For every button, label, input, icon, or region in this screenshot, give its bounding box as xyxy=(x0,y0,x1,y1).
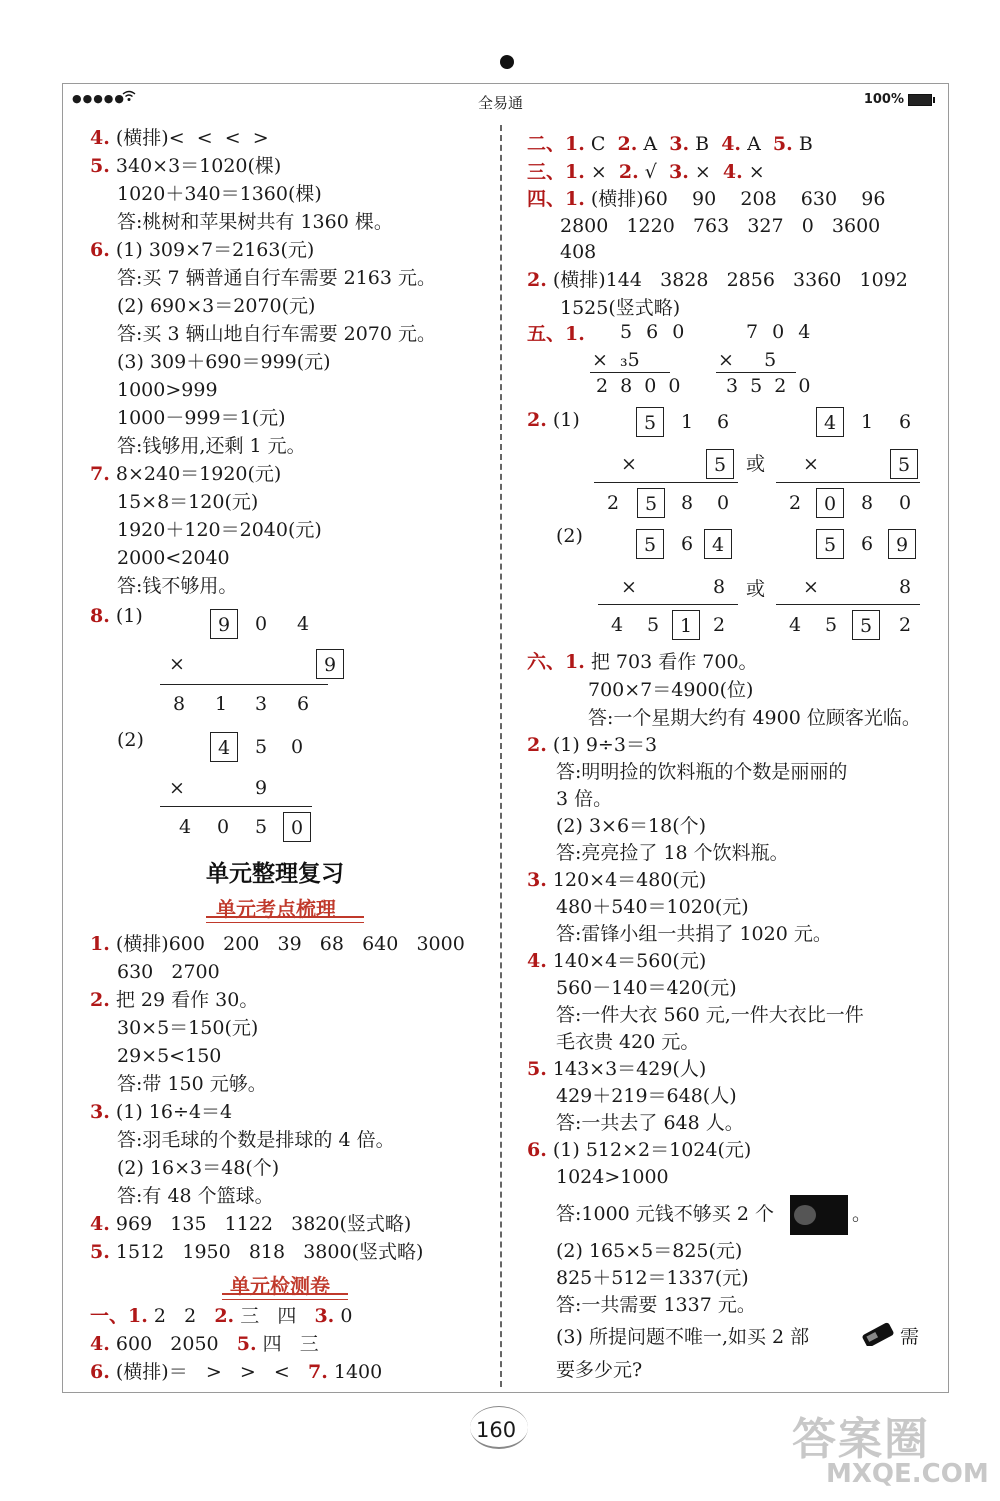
question-number: 5. xyxy=(236,1333,257,1355)
answer-text: 1020＋340＝1360(棵) xyxy=(117,183,322,205)
answer-text: 825＋512＝1337(元) xyxy=(556,1267,749,1289)
sum-line xyxy=(160,806,312,807)
digit: 8 xyxy=(680,492,694,514)
answer-text: 29×5<150 xyxy=(117,1045,222,1067)
answer-text: 把 703 看作 700。 xyxy=(590,651,758,673)
question-number: 2. xyxy=(214,1305,235,1327)
page-number: 160 xyxy=(476,1418,517,1442)
digit: 6 xyxy=(680,533,694,555)
answer-line xyxy=(90,604,143,628)
question-number: 6. xyxy=(527,1139,547,1161)
column-divider xyxy=(500,125,502,1387)
answer-text: (3) 309＋690＝999(元) xyxy=(117,351,331,373)
sub-label: (1) xyxy=(115,605,143,627)
sub-label: (2) xyxy=(556,525,583,547)
digit-box: 5 xyxy=(816,529,844,559)
digit: 0 xyxy=(716,492,730,514)
digit: 6 xyxy=(716,411,730,433)
answer-text: 把 29 看作 30。 xyxy=(115,989,259,1011)
question-number: 3. xyxy=(314,1305,335,1327)
question-number: 2. xyxy=(527,269,547,291)
question-number: 六、1. xyxy=(527,651,585,673)
answer-text: 答:羽毛球的个数是排球的 4 倍。 xyxy=(117,1129,395,1151)
answer-line xyxy=(527,733,657,757)
digit: 0 xyxy=(290,736,304,758)
digit: 1 xyxy=(214,693,228,715)
digit: 8 xyxy=(712,576,726,598)
answer-text: 答:买 7 辆普通自行车需要 2163 元。 xyxy=(117,267,437,289)
vertical-multiplicand: 5 6 0 xyxy=(620,321,689,343)
section-title: 单元考点梳理 xyxy=(216,897,336,921)
answer-line xyxy=(90,126,269,150)
question-number: 4. xyxy=(90,1213,110,1235)
answer-text: 1920＋120＝2040(元) xyxy=(117,519,322,541)
section-title: 单元检测卷 xyxy=(230,1274,330,1298)
answer-line xyxy=(90,1332,319,1356)
digit-box: 5 xyxy=(637,488,665,518)
answer-text: (2) 3×6＝18(个) xyxy=(556,815,707,837)
sum-line xyxy=(590,372,670,373)
answer-text: 480＋540＝1020(元) xyxy=(556,896,749,918)
digit: 9 xyxy=(254,777,268,799)
answer-text: (1) 9÷3＝3 xyxy=(552,734,658,756)
question-number: 2. xyxy=(527,734,547,756)
vertical-multiplier: × ₃5 xyxy=(592,349,640,371)
answer-text: A xyxy=(747,133,761,155)
answer-text: (3) 所提问题不唯一,如买 2 部 xyxy=(556,1326,810,1348)
answer-text: 2 2 xyxy=(153,1305,197,1327)
answer-text: 答:带 150 元够。 xyxy=(117,1073,267,1095)
question-number: 二、1. xyxy=(527,133,585,155)
answer-text: 340×3＝1020(棵) xyxy=(115,155,282,177)
digit: 0 xyxy=(254,613,268,635)
answer-text: 答:一个星期大约有 4900 位顾客光临。 xyxy=(588,707,921,729)
answer-text: (1) 309×7＝2163(元) xyxy=(115,239,315,261)
battery-icon xyxy=(908,94,932,106)
question-number: 7. xyxy=(307,1361,328,1383)
question-number: 2. xyxy=(617,133,638,155)
answer-text: 30×5＝150(元) xyxy=(117,1017,259,1039)
tv-icon xyxy=(790,1195,848,1235)
answer-text: B xyxy=(695,133,710,155)
answer-text: 毛衣贵 420 元。 xyxy=(556,1031,700,1053)
digit-box: 4 xyxy=(816,407,844,437)
digit: 0 xyxy=(216,816,230,838)
sum-line xyxy=(716,372,796,373)
answer-text: 120×4＝480(元) xyxy=(552,869,707,891)
or-label: 或 xyxy=(746,453,766,475)
digit: 6 xyxy=(296,693,310,715)
answer-text: C xyxy=(590,133,606,155)
answer-text: 。 xyxy=(852,1203,872,1225)
answer-text: 2800 1220 763 327 0 3600 xyxy=(560,215,881,237)
answer-text: 2000<2040 xyxy=(117,547,230,569)
answer-line xyxy=(90,932,465,956)
answer-text: 3 倍。 xyxy=(556,788,613,810)
digit: 2 xyxy=(606,492,620,514)
answer-text: 15×8＝120(元) xyxy=(117,491,259,513)
digit: 6 xyxy=(860,533,874,555)
answer-text: 答:有 48 个篮球。 xyxy=(117,1185,274,1207)
sum-line xyxy=(776,482,920,483)
question-number: 1. xyxy=(90,933,110,955)
digit: 0 xyxy=(898,492,912,514)
answer-text: 需 xyxy=(900,1326,920,1348)
multiply-sign: × xyxy=(621,453,637,475)
question-number: 五、1. xyxy=(527,323,585,345)
answer-line xyxy=(527,132,813,156)
question-number: 4. xyxy=(721,133,742,155)
sum-line xyxy=(776,604,920,605)
digit: 2 xyxy=(712,614,726,636)
question-number: 5. xyxy=(90,155,110,177)
answer-text: 答:亮亮捡了 18 个饮料瓶。 xyxy=(556,842,789,864)
answer-text: 答:钱不够用。 xyxy=(117,575,238,597)
digit-box: 0 xyxy=(283,812,311,842)
digit: 8 xyxy=(898,576,912,598)
multiply-sign: × xyxy=(621,576,637,598)
question-number: 4. xyxy=(722,161,743,183)
digit: 5 xyxy=(254,736,268,758)
answer-text: 1000－999＝1(元) xyxy=(117,407,286,429)
answer-text: 408 xyxy=(560,241,597,263)
answer-text: 四 三 xyxy=(262,1333,319,1355)
digit: 5 xyxy=(254,816,268,838)
question-number: 三、1. xyxy=(527,161,585,183)
answer-text: 143×3＝429(人) xyxy=(552,1058,707,1080)
multiply-sign: × xyxy=(169,777,185,799)
digit: 2 xyxy=(788,492,802,514)
digit-box: 0 xyxy=(816,488,844,518)
answer-text: 1525(竖式略) xyxy=(560,297,681,319)
question-number: 4. xyxy=(90,127,110,149)
answer-text: 答:买 3 辆山地自行车需要 2070 元。 xyxy=(117,323,437,345)
answer-text: 答:1000 元钱不够买 2 个 xyxy=(556,1203,774,1225)
answer-line xyxy=(527,268,908,292)
title-underline xyxy=(222,1293,348,1300)
answer-text: 答:明明捡的饮料瓶的个数是丽丽的 xyxy=(556,761,848,783)
answer-text: 1512 1950 818 3800(竖式略) xyxy=(115,1241,424,1263)
answer-text: √ xyxy=(644,161,657,183)
or-label: 或 xyxy=(746,578,766,600)
answer-text: 630 2700 xyxy=(117,961,220,983)
answer-text: (横排)＝ > > < xyxy=(115,1361,290,1383)
answer-text: 700×7＝4900(位) xyxy=(588,679,754,701)
answer-text: (1) 16÷4＝4 xyxy=(115,1101,233,1123)
question-number: 四、1. xyxy=(527,188,585,210)
answer-text: 429＋219＝648(人) xyxy=(556,1085,737,1107)
question-number: 3. xyxy=(669,133,690,155)
answer-line xyxy=(90,1212,411,1236)
answer-line xyxy=(527,1138,751,1162)
digit-box: 5 xyxy=(706,449,734,479)
digit: 4 xyxy=(788,614,802,636)
answer-text: 560－140＝420(元) xyxy=(556,977,737,999)
answer-text: A xyxy=(643,133,658,155)
digit-box: 9 xyxy=(210,609,238,639)
digit: 8 xyxy=(172,693,186,715)
question-number: 7. xyxy=(90,463,110,485)
question-number: 5. xyxy=(772,133,793,155)
digit: 1 xyxy=(860,411,874,433)
answer-text: 1000>999 xyxy=(117,379,218,401)
vertical-multiplicand: 7 0 4 xyxy=(746,321,815,343)
question-number: 8. xyxy=(90,605,110,627)
question-number: 6. xyxy=(90,1361,110,1383)
watermark-logo: 答案圈 xyxy=(792,1414,930,1465)
answer-text: 答:一共去了 648 人。 xyxy=(556,1112,744,1134)
digit: 8 xyxy=(860,492,874,514)
vertical-product: 2 8 0 0 xyxy=(596,375,684,397)
sum-line xyxy=(160,684,328,685)
watermark-url: MXQE.COM xyxy=(826,1459,989,1489)
digit-box: 5 xyxy=(852,610,880,640)
answer-text: 1024>1000 xyxy=(556,1166,669,1188)
camera-dot xyxy=(500,55,514,69)
answer-text: 要多少元? xyxy=(556,1359,643,1381)
answer-text: 答:桃树和苹果树共有 1360 棵。 xyxy=(117,211,393,233)
digit: 5 xyxy=(824,614,838,636)
answer-line xyxy=(90,154,281,178)
answer-text: 969 135 1122 3820(竖式略) xyxy=(115,1213,412,1235)
question-number: 一、1. xyxy=(90,1305,148,1327)
wifi-icon xyxy=(122,90,136,105)
answer-text: 140×4＝560(元) xyxy=(552,950,707,972)
sub-label: (2) xyxy=(117,729,144,751)
answer-text: 答:一件大衣 560 元,一件大衣比一件 xyxy=(556,1004,864,1026)
digit: 5 xyxy=(646,614,660,636)
answer-line xyxy=(527,187,885,211)
digit: 3 xyxy=(254,693,268,715)
title-underline xyxy=(206,916,364,923)
answer-text: × xyxy=(694,161,711,183)
digit-box: 4 xyxy=(704,529,732,559)
digit-box: 4 xyxy=(210,732,238,762)
question-number: 4. xyxy=(527,950,547,972)
sub-label: (1) xyxy=(552,409,580,431)
answer-line xyxy=(90,238,314,262)
answer-text: 8×240＝1920(元) xyxy=(115,463,282,485)
battery-status xyxy=(864,92,932,107)
status-bar xyxy=(66,90,942,116)
digit: 4 xyxy=(610,614,624,636)
digit-box: 5 xyxy=(636,529,664,559)
question-number: 2. xyxy=(90,989,110,1011)
digit-box: 9 xyxy=(888,529,916,559)
answer-line xyxy=(90,1100,232,1124)
digit-box: 5 xyxy=(890,449,918,479)
question-number: 5. xyxy=(90,1241,110,1263)
answer-line xyxy=(90,1360,382,1384)
answer-text: (横排)144 3828 2856 3360 1092 xyxy=(552,269,908,291)
digit: 4 xyxy=(178,816,192,838)
answer-text: × xyxy=(590,161,607,183)
answer-line xyxy=(90,1304,352,1328)
answer-text: 答:钱够用,还剩 1 元。 xyxy=(117,435,306,457)
answer-text: (2) 16×3＝48(个) xyxy=(117,1157,280,1179)
answer-text: 答:雷锋小组一共捐了 1020 元。 xyxy=(556,923,832,945)
sum-line xyxy=(598,604,738,605)
digit: 4 xyxy=(296,613,310,635)
answer-text: 1400 xyxy=(333,1361,383,1383)
question-number: 2. xyxy=(527,409,547,431)
answer-line xyxy=(90,462,281,486)
question-number: 3. xyxy=(669,161,689,183)
answer-line xyxy=(527,949,706,973)
vertical-product: 3 5 2 0 xyxy=(726,375,814,397)
digit: 2 xyxy=(898,614,912,636)
answer-text: (2) 165×5＝825(元) xyxy=(556,1240,743,1262)
answer-text: 0 xyxy=(340,1305,353,1327)
answer-text: 答:一共需要 1337 元。 xyxy=(556,1294,756,1316)
answer-line xyxy=(527,1057,706,1081)
answer-text: × xyxy=(748,161,765,183)
answer-text: B xyxy=(798,133,813,155)
question-number: 3. xyxy=(90,1101,110,1123)
answer-text: (横排)60 90 208 630 96 xyxy=(590,188,886,210)
digit-box: 9 xyxy=(316,649,344,679)
sum-line xyxy=(594,482,738,483)
answer-line xyxy=(527,650,758,674)
answer-text: (横排)600 200 39 68 640 3000 xyxy=(115,933,465,955)
multiply-sign: × xyxy=(803,453,819,475)
question-number: 6. xyxy=(90,239,110,261)
multiply-sign: × xyxy=(803,576,819,598)
signal-icon: ●●●●● xyxy=(72,92,125,105)
unit-title: 单元整理复习 xyxy=(206,861,344,887)
phone-icon xyxy=(861,1322,899,1346)
answer-text: (横排)< < < > xyxy=(115,127,269,149)
digit-box: 1 xyxy=(672,610,700,640)
answer-line xyxy=(527,408,580,432)
battery-percent: 100% xyxy=(863,92,904,107)
digit-box: 5 xyxy=(636,407,664,437)
question-number: 2. xyxy=(618,161,639,183)
answer-text: 三 四 xyxy=(240,1305,297,1327)
answer-text: (1) 512×2＝1024(元) xyxy=(552,1139,752,1161)
question-number: 5. xyxy=(527,1058,547,1080)
answer-line xyxy=(527,160,765,184)
question-number: 4. xyxy=(90,1333,110,1355)
app-title: 全易通 xyxy=(478,94,524,112)
answer-text: (2) 690×3＝2070(元) xyxy=(117,295,316,317)
digit: 6 xyxy=(898,411,912,433)
answer-line xyxy=(90,1240,423,1264)
vertical-multiplier: × 5 xyxy=(718,349,777,371)
multiply-sign: × xyxy=(169,653,185,675)
answer-text: 600 2050 xyxy=(115,1333,219,1355)
answer-line xyxy=(527,868,706,892)
question-number: 3. xyxy=(527,869,547,891)
answer-line xyxy=(90,988,258,1012)
digit: 1 xyxy=(680,411,694,433)
